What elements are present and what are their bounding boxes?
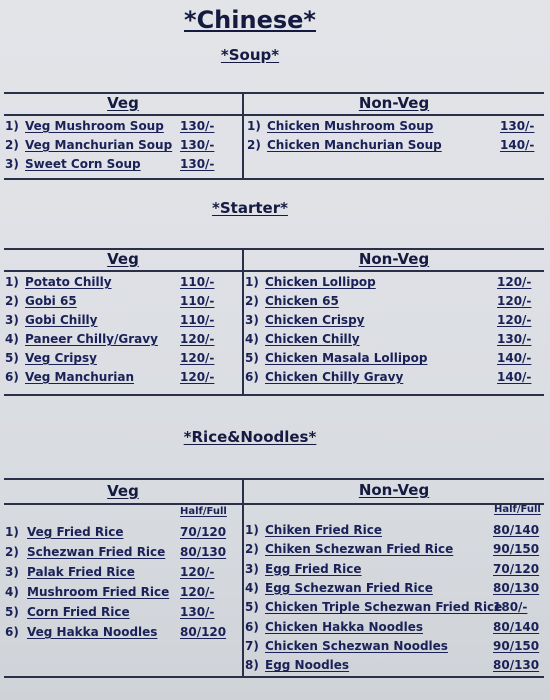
- divider: [242, 248, 244, 394]
- item-name: Chicken Schezwan Noodles: [265, 638, 448, 653]
- divider: [4, 478, 544, 480]
- item-name: Veg Hakka Noodles: [27, 625, 158, 639]
- divider: [4, 178, 544, 180]
- item-price: 90/150: [493, 542, 540, 557]
- item-number: 2): [245, 542, 259, 557]
- item-name: Corn Fried Rice: [27, 605, 130, 619]
- divider: [4, 503, 544, 505]
- item-price: 80/140: [493, 619, 540, 634]
- item-name: Chicken Lollipop: [265, 275, 376, 289]
- item-number: 4): [245, 580, 259, 595]
- item-number: 2): [5, 138, 19, 152]
- item-price: 130/-: [180, 119, 215, 133]
- item-price: 70/120: [180, 525, 227, 539]
- item-price: 90/150: [493, 638, 540, 653]
- item-name: Veg Cripsy: [25, 351, 97, 365]
- item-number: 4): [245, 332, 259, 346]
- item-number: 1): [245, 523, 259, 537]
- item-price: 140/-: [497, 370, 532, 384]
- item-number: 1): [5, 275, 19, 289]
- item-number: 5): [5, 351, 19, 365]
- rice-veg-halffull-label: Half/Full: [180, 506, 227, 517]
- item-number: 4): [5, 585, 19, 599]
- item-name: Chicken Chilly Gravy: [265, 370, 404, 384]
- starter-section-title: *Starter*: [212, 199, 288, 217]
- item-number: 6): [245, 619, 259, 634]
- menu-title: *Chinese*: [184, 6, 316, 34]
- item-name: Chiken Schezwan Fried Rice: [265, 542, 454, 557]
- item-number: 2): [5, 294, 19, 308]
- item-number: 1): [245, 275, 259, 289]
- item-price: 140/-: [500, 138, 535, 152]
- item-name: Veg Manchurian Soup: [25, 138, 173, 152]
- item-number: 2): [5, 545, 19, 559]
- rice-section-title: *Rice&Noodles*: [183, 428, 317, 446]
- item-number: 5): [245, 600, 259, 615]
- item-name: Veg Manchurian: [25, 370, 134, 384]
- item-price: 120/-: [180, 585, 215, 599]
- item-name: Palak Fried Rice: [27, 565, 135, 579]
- item-price: 130/-: [500, 119, 535, 133]
- item-price: 120/-: [180, 565, 215, 579]
- item-number: 4): [5, 332, 19, 346]
- item-price: 120/-: [180, 332, 215, 346]
- item-price: 120/-: [180, 370, 215, 384]
- item-price: 130/-: [180, 157, 215, 171]
- item-price: 110/-: [180, 313, 215, 327]
- item-number: 2): [245, 294, 259, 308]
- item-price: 130/-: [180, 138, 215, 152]
- item-number: 7): [245, 638, 259, 653]
- item-name: Egg Fried Rice: [265, 561, 362, 576]
- item-name: Chicken Hakka Noodles: [265, 619, 423, 634]
- item-number: 6): [245, 370, 259, 384]
- soup-nonveg-header: Non-Veg: [358, 94, 430, 112]
- item-price: 80/120: [180, 625, 227, 639]
- item-name: Chicken Chilly: [265, 332, 360, 346]
- item-price: 110/-: [180, 275, 215, 289]
- item-name: Chicken Crispy: [265, 313, 365, 327]
- item-price: 130/-: [180, 605, 215, 619]
- soup-section-title: *Soup*: [220, 46, 280, 64]
- item-name: Gobi Chilly: [25, 313, 98, 327]
- item-price: 140/-: [497, 351, 532, 365]
- item-price: 120/-: [497, 275, 532, 289]
- rice-veg-header: Veg: [107, 482, 139, 500]
- item-name: Chicken Masala Lollipop: [265, 351, 428, 365]
- item-number: 8): [245, 658, 259, 673]
- item-number: 6): [5, 625, 19, 639]
- item-number: 3): [5, 313, 19, 327]
- item-name: Chiken Fried Rice: [265, 523, 382, 537]
- item-name: Veg Mushroom Soup: [25, 119, 164, 133]
- item-price: 120/-: [180, 351, 215, 365]
- divider: [4, 270, 544, 272]
- item-price: 80/130: [180, 545, 227, 559]
- item-number: 3): [245, 313, 259, 327]
- item-number: 2): [247, 138, 261, 152]
- item-name: Chicken 65: [265, 294, 339, 308]
- item-name: Chicken Manchurian Soup: [267, 138, 442, 152]
- item-price: 80/130: [493, 658, 540, 673]
- item-price: 80/130: [493, 580, 540, 595]
- divider: [4, 676, 544, 678]
- item-number: 3): [5, 565, 19, 579]
- starter-veg-header: Veg: [107, 250, 139, 268]
- item-number: 3): [245, 561, 259, 576]
- item-name: Chicken Triple Schezwan Fried Rice: [265, 600, 503, 615]
- item-name: Sweet Corn Soup: [25, 157, 141, 171]
- rice-nonveg-header: Non-Veg: [358, 481, 430, 499]
- divider: [4, 394, 544, 396]
- divider: [4, 114, 544, 116]
- divider: [242, 478, 244, 676]
- item-price: 120/-: [497, 294, 532, 308]
- item-name: Schezwan Fried Rice: [27, 545, 166, 559]
- soup-veg-header: Veg: [107, 94, 139, 112]
- item-name: Paneer Chilly/Gravy: [25, 332, 158, 346]
- item-price: 120/-: [497, 313, 532, 327]
- item-price: 110/-: [180, 294, 215, 308]
- rice-nonveg-halffull-label: Half/Full: [494, 504, 541, 515]
- item-number: 5): [5, 605, 19, 619]
- item-price: 130/-: [497, 332, 532, 346]
- item-name: Chicken Mushroom Soup: [267, 119, 434, 133]
- item-name: Gobi 65: [25, 294, 77, 308]
- item-name: Potato Chilly: [25, 275, 112, 289]
- item-price: 80/140: [493, 523, 540, 537]
- item-number: 5): [245, 351, 259, 365]
- item-number: 6): [5, 370, 19, 384]
- item-name: Mushroom Fried Rice: [27, 585, 170, 599]
- item-name: Veg Fried Rice: [27, 525, 124, 539]
- item-name: Egg Noodles: [265, 658, 350, 673]
- item-number: 3): [5, 157, 19, 171]
- item-name: Egg Schezwan Fried Rice: [265, 580, 433, 595]
- item-price: 70/120: [493, 561, 540, 576]
- starter-nonveg-header: Non-Veg: [358, 250, 430, 268]
- item-number: 1): [5, 525, 19, 539]
- item-price: 180/-: [493, 600, 528, 615]
- item-number: 1): [247, 119, 261, 133]
- item-number: 1): [5, 119, 19, 133]
